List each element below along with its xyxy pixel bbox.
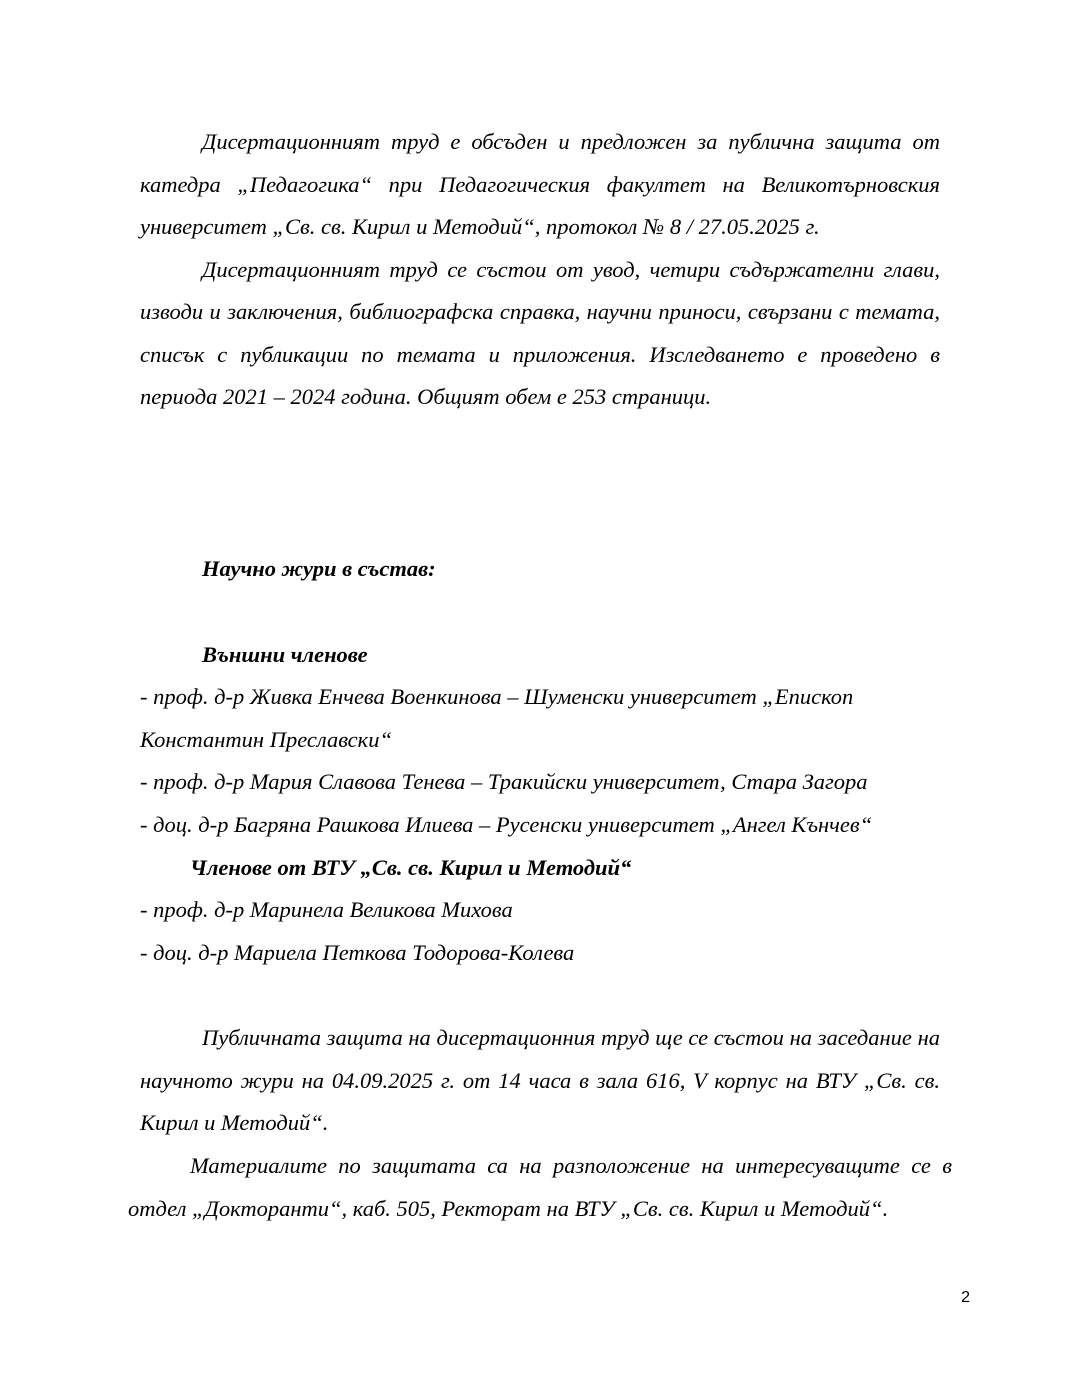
internal-members-heading: Членове от ВТУ „Св. св. Кирил и Методий“ [190, 855, 632, 880]
external-member-1: - проф. д-р Живка Енчева Военкинова – Шуменски университет „Епископ Константин Преславски“ [140, 684, 854, 752]
external-member-3: - доц. д-р Багряна Рашкова Илиева – Русенски университет „Ангел Кънчев“ [140, 811, 873, 837]
discussion-paragraph: Дисертационният труд е обсъден и предложен за публична защита от катедра „Педагогика“ при Педагогическия факултет на Великотърновския университет „Св. св. Кирил и Методий“, протокол № 8 / 27.05.2025 г. [140, 129, 940, 239]
defense-section [140, 1017, 940, 1145]
external-members-list [140, 676, 940, 846]
materials-section [128, 1145, 952, 1230]
intro-section [140, 121, 940, 419]
external-members-heading: Външни членове [202, 642, 368, 667]
external-member-2: - проф. д-р Мария Славова Тенева – Тракийски университет, Стара Загора [140, 769, 868, 794]
jury-heading: Научно жури в състав: [202, 556, 436, 581]
internal-member-2: - доц. д-р Мариела Петкова Тодорова-Колева [140, 939, 575, 965]
structure-paragraph: Дисертационният труд се състои от увод, четири съдържателни глави, изводи и заключения, библиографска справка, научни приноси, свързани с темата, списък с публикации по темата и приложения. Изследването е проведено в периода 2021 – 2024 година. Общият обем е 253 страници. [140, 256, 940, 409]
external-heading-block [202, 634, 902, 677]
internal-member-1: - проф. д-р Маринела Великова Михова [140, 897, 513, 922]
defense-paragraph: Публичната защита на дисертационния труд ще се състои на заседание на научното жури на 04.09.2025 г. от 14 часа в зала 616, V корпус на ВТУ „Св. св. Кирил и Методий“. [140, 1025, 940, 1135]
materials-paragraph: Материалите по защитата са на разположение на интересуващите се в отдел „Докторанти“, каб. 505, Ректорат на ВТУ „Св. св. Кирил и Методий“. [128, 1153, 952, 1221]
jury-heading-block [202, 548, 902, 591]
page-number: 2 [961, 1289, 970, 1306]
internal-heading-block [190, 847, 950, 890]
internal-members-list [140, 889, 940, 974]
